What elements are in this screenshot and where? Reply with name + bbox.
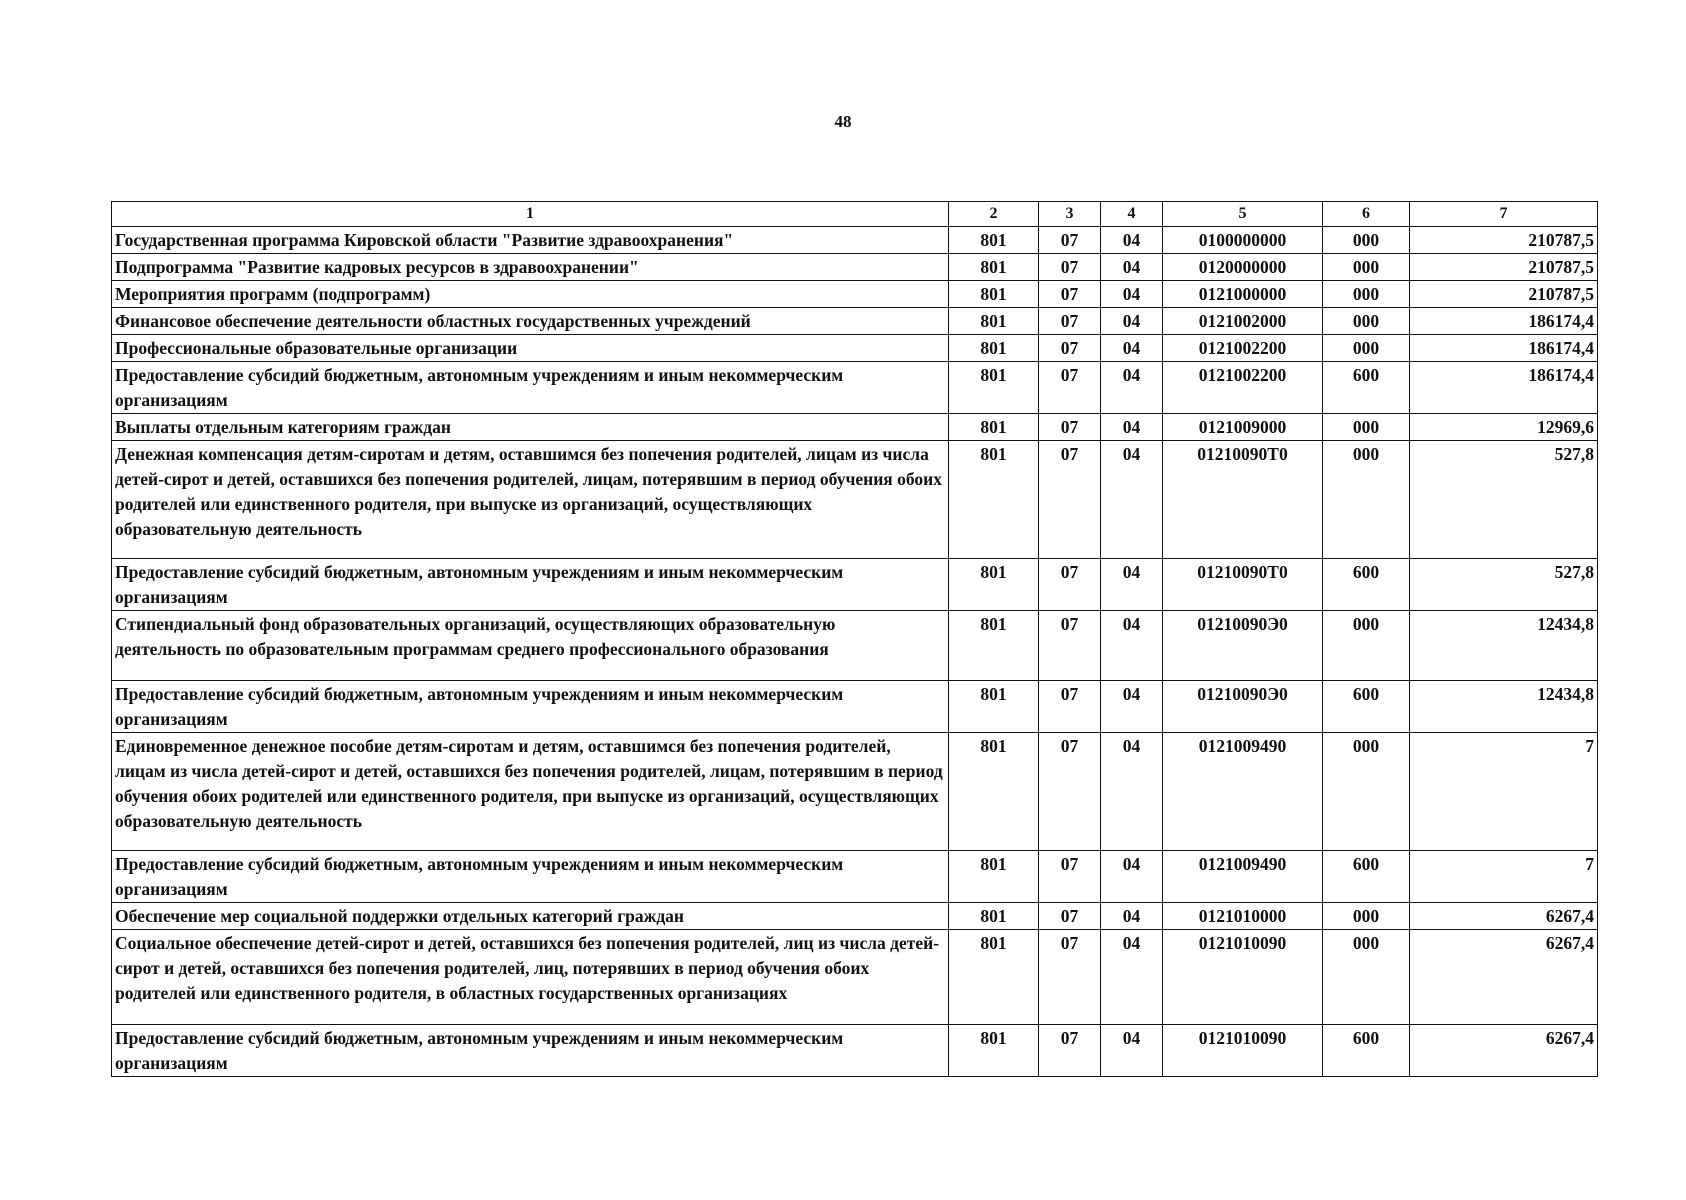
row-col6-cell: 000 [1323,281,1410,308]
row-col3-cell: 07 [1039,227,1101,254]
row-col6-cell: 000 [1323,227,1410,254]
row-col4-cell: 04 [1101,227,1163,254]
header-cell-2: 2 [949,202,1039,227]
row-col2-cell: 801 [949,227,1039,254]
row-col6-cell: 000 [1323,903,1410,930]
row-col2-cell: 801 [949,681,1039,733]
row-col4-cell: 04 [1101,930,1163,1025]
row-col3-cell: 07 [1039,930,1101,1025]
row-col3-cell: 07 [1039,1025,1101,1077]
table-row [112,362,1598,414]
table-row [112,930,1598,1025]
row-col6-cell: 000 [1323,611,1410,681]
row-name-cell: Предоставление субсидий бюджетным, автономным учреждениям и иным некоммерческим организациям [112,559,949,611]
table-row [112,308,1598,335]
row-col6-cell: 600 [1323,559,1410,611]
table-row [112,254,1598,281]
row-col3-cell: 07 [1039,414,1101,441]
row-amount-cell: 12969,6 [1410,414,1598,441]
row-col6-cell: 000 [1323,254,1410,281]
budget-table [111,201,1598,1077]
row-col3-cell: 07 [1039,733,1101,851]
row-col5-cell: 0121002000 [1163,308,1323,335]
row-amount-cell: 210787,5 [1410,254,1598,281]
row-col4-cell: 04 [1101,903,1163,930]
row-col2-cell: 801 [949,930,1039,1025]
row-col2-cell: 801 [949,1025,1039,1077]
table-row [112,281,1598,308]
row-col3-cell: 07 [1039,308,1101,335]
row-amount-cell: 186174,4 [1410,308,1598,335]
page-number: 48 [834,112,852,131]
row-name-cell: Выплаты отдельным категориям граждан [112,414,949,441]
row-col2-cell: 801 [949,441,1039,559]
header-cell-3: 3 [1039,202,1101,227]
row-col6-cell: 600 [1323,681,1410,733]
table-row [112,903,1598,930]
row-col4-cell: 04 [1101,733,1163,851]
row-col2-cell: 801 [949,308,1039,335]
row-col4-cell: 04 [1101,281,1163,308]
row-col2-cell: 801 [949,281,1039,308]
row-col4-cell: 04 [1101,851,1163,903]
row-amount-cell: 12434,8 [1410,611,1598,681]
row-col4-cell: 04 [1101,559,1163,611]
row-name-cell: Государственная программа Кировской области "Развитие здравоохранения" [112,227,949,254]
row-col2-cell: 801 [949,903,1039,930]
row-col3-cell: 07 [1039,441,1101,559]
row-col4-cell: 04 [1101,335,1163,362]
row-name-cell: Предоставление субсидий бюджетным, автономным учреждениям и иным некоммерческим организациям [112,681,949,733]
row-name-cell: Социальное обеспечение детей-сирот и детей, оставшихся без попечения родителей, лиц из числа детей-сирот и детей, оставшихся без попечения родителей, лиц, потерявших в период обучения обоих родителей или единственного родителя, в областных государственных организациях [112,930,949,1025]
row-name-cell: Денежная компенсация детям-сиротам и детям, оставшимся без попечения родителей, лицам из числа детей-сирот и детей, оставшихся без попечения родителей, лицам, потерявшим в период обучения обоих родителей или единственного родителя, при выпуске из организаций, осуществляющих образовательную деятельность [112,441,949,559]
row-amount-cell: 527,8 [1410,441,1598,559]
row-col4-cell: 04 [1101,362,1163,414]
table-row [112,851,1598,903]
row-name-cell: Предоставление субсидий бюджетным, автономным учреждениям и иным некоммерческим организациям [112,1025,949,1077]
table-header-row [112,202,1598,227]
row-col6-cell: 000 [1323,414,1410,441]
row-col3-cell: 07 [1039,611,1101,681]
table-row [112,611,1598,681]
row-col2-cell: 801 [949,362,1039,414]
table-body [112,227,1598,1077]
row-col4-cell: 04 [1101,441,1163,559]
row-col5-cell: 0121002200 [1163,362,1323,414]
row-amount-cell: 186174,4 [1410,362,1598,414]
table-row [112,733,1598,851]
row-col2-cell: 801 [949,733,1039,851]
row-col6-cell: 000 [1323,308,1410,335]
row-name-cell: Предоставление субсидий бюджетным, автономным учреждениям и иным некоммерческим организациям [112,851,949,903]
row-col5-cell: 01210090Т0 [1163,441,1323,559]
header-cell-7: 7 [1410,202,1598,227]
row-col2-cell: 801 [949,254,1039,281]
header-cell-5: 5 [1163,202,1323,227]
row-col4-cell: 04 [1101,254,1163,281]
row-name-cell: Мероприятия программ (подпрограмм) [112,281,949,308]
row-name-cell: Обеспечение мер социальной поддержки отдельных категорий граждан [112,903,949,930]
row-name-cell: Профессиональные образовательные организации [112,335,949,362]
row-col5-cell: 0120000000 [1163,254,1323,281]
row-col2-cell: 801 [949,335,1039,362]
row-name-cell: Подпрограмма "Развитие кадровых ресурсов в здравоохранении" [112,254,949,281]
row-col6-cell: 000 [1323,930,1410,1025]
row-col6-cell: 600 [1323,362,1410,414]
row-amount-cell: 6267,4 [1410,903,1598,930]
row-col6-cell: 600 [1323,1025,1410,1077]
row-col6-cell: 000 [1323,335,1410,362]
table-row [112,414,1598,441]
header-cell-6: 6 [1323,202,1410,227]
row-amount-cell: 210787,5 [1410,227,1598,254]
row-name-cell: Финансовое обеспечение деятельности областных государственных учреждений [112,308,949,335]
row-amount-cell: 210787,5 [1410,281,1598,308]
row-col5-cell: 0121010000 [1163,903,1323,930]
table-row [112,441,1598,559]
row-col6-cell: 000 [1323,441,1410,559]
row-col2-cell: 801 [949,851,1039,903]
row-col5-cell: 0121002200 [1163,335,1323,362]
row-col5-cell: 0121009000 [1163,414,1323,441]
header-cell-1: 1 [112,202,949,227]
row-col3-cell: 07 [1039,559,1101,611]
row-col4-cell: 04 [1101,611,1163,681]
row-amount-cell: 186174,4 [1410,335,1598,362]
row-amount-cell: 6267,4 [1410,930,1598,1025]
table-row [112,227,1598,254]
row-col6-cell: 600 [1323,851,1410,903]
row-col5-cell: 0121010090 [1163,1025,1323,1077]
row-amount-cell: 7 [1410,851,1598,903]
row-col5-cell: 0121009490 [1163,851,1323,903]
row-col4-cell: 04 [1101,414,1163,441]
row-col3-cell: 07 [1039,851,1101,903]
row-col4-cell: 04 [1101,1025,1163,1077]
row-col5-cell: 01210090Э0 [1163,681,1323,733]
row-col4-cell: 04 [1101,681,1163,733]
row-name-cell: Стипендиальный фонд образовательных организаций, осуществляющих образовательную деятельность по образовательным программам среднего профессионального образования [112,611,949,681]
row-col3-cell: 07 [1039,362,1101,414]
row-name-cell: Единовременное денежное пособие детям-сиротам и детям, оставшимся без попечения родителей, лицам из числа детей-сирот и детей, оставшихся без попечения родителей, лицам, потерявшим в период обучения обоих родителей или единственного родителя, при выпуске из организаций, осуществляющих образовательную деятельность [112,733,949,851]
row-col3-cell: 07 [1039,281,1101,308]
row-col5-cell: 01210090Э0 [1163,611,1323,681]
row-amount-cell: 12434,8 [1410,681,1598,733]
row-col3-cell: 07 [1039,681,1101,733]
row-col5-cell: 0100000000 [1163,227,1323,254]
row-amount-cell: 527,8 [1410,559,1598,611]
row-col5-cell: 01210090Т0 [1163,559,1323,611]
table-row [112,1025,1598,1077]
row-col5-cell: 0121009490 [1163,733,1323,851]
row-col3-cell: 07 [1039,335,1101,362]
row-amount-cell: 6267,4 [1410,1025,1598,1077]
table-row [112,559,1598,611]
row-name-cell: Предоставление субсидий бюджетным, автономным учреждениям и иным некоммерческим организациям [112,362,949,414]
row-amount-cell: 7 [1410,733,1598,851]
row-col3-cell: 07 [1039,903,1101,930]
row-col5-cell: 0121010090 [1163,930,1323,1025]
header-cell-4: 4 [1101,202,1163,227]
row-col4-cell: 04 [1101,308,1163,335]
row-col3-cell: 07 [1039,254,1101,281]
table-row [112,681,1598,733]
table-row [112,335,1598,362]
row-col6-cell: 000 [1323,733,1410,851]
row-col2-cell: 801 [949,414,1039,441]
row-col5-cell: 0121000000 [1163,281,1323,308]
row-col2-cell: 801 [949,559,1039,611]
row-col2-cell: 801 [949,611,1039,681]
